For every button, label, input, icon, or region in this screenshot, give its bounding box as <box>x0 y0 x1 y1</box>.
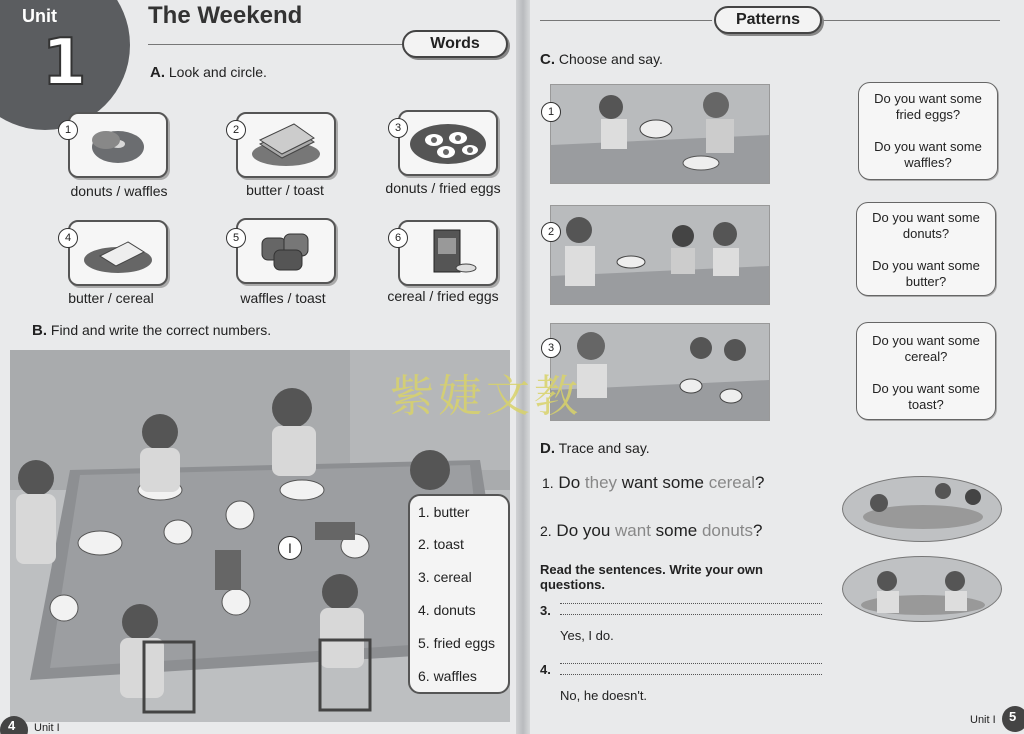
food-card-1 <box>68 112 168 178</box>
title-rule <box>148 44 404 45</box>
left-footer-unit: Unit I <box>34 722 60 734</box>
bubble-text: Do you want some <box>874 139 982 154</box>
pattern-picture-3 <box>550 323 770 421</box>
trace-sentence-2 <box>540 521 762 541</box>
write-line[interactable] <box>560 603 822 604</box>
read-instruction-line-1: Read the sentences. Write your own <box>540 562 763 577</box>
trace-gray-text: donuts <box>701 521 754 540</box>
trace-text: Do <box>558 473 585 492</box>
word-list-item: 2. toast <box>418 536 464 552</box>
bubble-text: Do you want some <box>872 333 980 348</box>
section-c-instruction: Choose and say. <box>558 51 663 67</box>
section-b-letter: B. <box>32 322 47 339</box>
section-d-heading <box>540 440 650 457</box>
section-d-instruction: Trace and say. <box>558 440 650 456</box>
bubble-text: Do you want some <box>872 210 980 225</box>
word-list-item: 4. donuts <box>418 602 476 618</box>
word-list-item: 1. butter <box>418 504 470 520</box>
question-bubble-2 <box>856 202 996 296</box>
item-number: 6 <box>388 228 408 248</box>
unit-label: Unit <box>22 6 57 26</box>
food-card-3 <box>398 110 498 176</box>
item-label: cereal / fried eggs <box>387 288 499 304</box>
left-page-number: 4 <box>8 718 16 733</box>
item-number: 4 <box>58 228 78 248</box>
patterns-rule-right <box>822 20 1000 21</box>
section-a-instruction: Look and circle. <box>168 64 267 80</box>
word-list-item: 3. cereal <box>418 569 472 585</box>
fried-eggs-icon <box>400 112 496 174</box>
section-a-letter: A. <box>150 64 165 81</box>
cereal-box-icon <box>400 222 496 284</box>
page-title: The Weekend <box>148 2 303 29</box>
question-bubble-3 <box>856 322 996 420</box>
section-d-letter: D. <box>540 440 555 457</box>
item-number: 2 <box>226 120 246 140</box>
unit-number: 1 <box>42 26 87 100</box>
right-page-number: 5 <box>1009 709 1017 724</box>
pattern-picture-2 <box>550 205 770 305</box>
write-line[interactable] <box>560 614 822 615</box>
item-label: butter / toast <box>246 182 324 198</box>
trace-gray-text: want <box>615 521 651 540</box>
word-list-item: 6. waffles <box>418 668 477 684</box>
item-label: donuts / fried eggs <box>385 180 501 196</box>
toast-icon <box>238 114 334 176</box>
bubble-text: Do you want some <box>872 258 980 273</box>
watermark: 紫婕文教 <box>390 371 582 422</box>
section-b-heading <box>32 322 271 339</box>
given-answer: Yes, I do. <box>560 628 614 643</box>
trace-gray-text: they <box>584 473 618 492</box>
section-b-instruction: Find and write the correct numbers. <box>50 322 272 338</box>
section-a-heading <box>150 64 267 81</box>
item-label: waffles / toast <box>240 290 326 306</box>
food-card-2 <box>236 112 336 178</box>
right-footer-unit: Unit I <box>970 714 996 726</box>
food-card-6 <box>398 220 498 286</box>
trace-picture-1 <box>842 476 1002 542</box>
donut-icon <box>70 114 166 176</box>
pattern-picture-1 <box>550 84 770 184</box>
trace-number: 1. <box>542 475 554 491</box>
patterns-pill: Patterns <box>714 6 822 34</box>
bubble-text: toast? <box>908 397 944 412</box>
item-number: 3 <box>388 118 408 138</box>
bubble-text: butter? <box>905 274 947 289</box>
item-label: butter / cereal <box>68 290 154 306</box>
section-c-heading <box>540 51 663 68</box>
trace-sentence-1 <box>542 473 764 493</box>
patterns-rule-left <box>540 20 712 21</box>
bubble-text: Do you want some <box>872 381 980 396</box>
trace-text: ? <box>753 521 763 540</box>
row-number: 2 <box>541 222 561 242</box>
food-card-5 <box>236 218 336 284</box>
item-number: 1 <box>58 120 78 140</box>
row-number: 1 <box>541 102 561 122</box>
trace-text: some <box>650 521 702 540</box>
item-number: 5 <box>226 228 246 248</box>
word-list-item: 5. fried eggs <box>418 635 496 651</box>
trace-number: 2. <box>540 523 552 539</box>
answer-number: 4. <box>540 662 551 677</box>
item-label: donuts / waffles <box>70 183 168 199</box>
food-card-4 <box>68 220 168 286</box>
trace-text: want some <box>617 473 709 492</box>
word-list-box <box>408 494 510 694</box>
scene-answer-marker: I <box>278 536 302 560</box>
write-line[interactable] <box>560 674 822 675</box>
butter-icon <box>70 222 166 284</box>
write-line[interactable] <box>560 663 822 664</box>
question-bubble-1 <box>858 82 998 180</box>
trace-gray-text: cereal <box>708 473 755 492</box>
bubble-text: fried eggs? <box>895 107 961 122</box>
trace-text: ? <box>755 473 765 492</box>
read-instruction-line-2: questions. <box>540 577 606 592</box>
bubble-text: Do you want some <box>874 91 982 106</box>
waffles-icon <box>238 220 334 282</box>
row-number: 3 <box>541 338 561 358</box>
section-c-letter: C. <box>540 51 555 68</box>
bubble-text: donuts? <box>902 226 950 241</box>
words-pill: Words <box>402 30 508 58</box>
given-answer: No, he doesn't. <box>560 688 648 703</box>
bubble-text: waffles? <box>904 155 952 170</box>
trace-picture-2 <box>842 556 1002 622</box>
answer-number: 3. <box>540 603 551 618</box>
bubble-text: cereal? <box>904 349 948 364</box>
trace-text: Do you <box>556 521 616 540</box>
